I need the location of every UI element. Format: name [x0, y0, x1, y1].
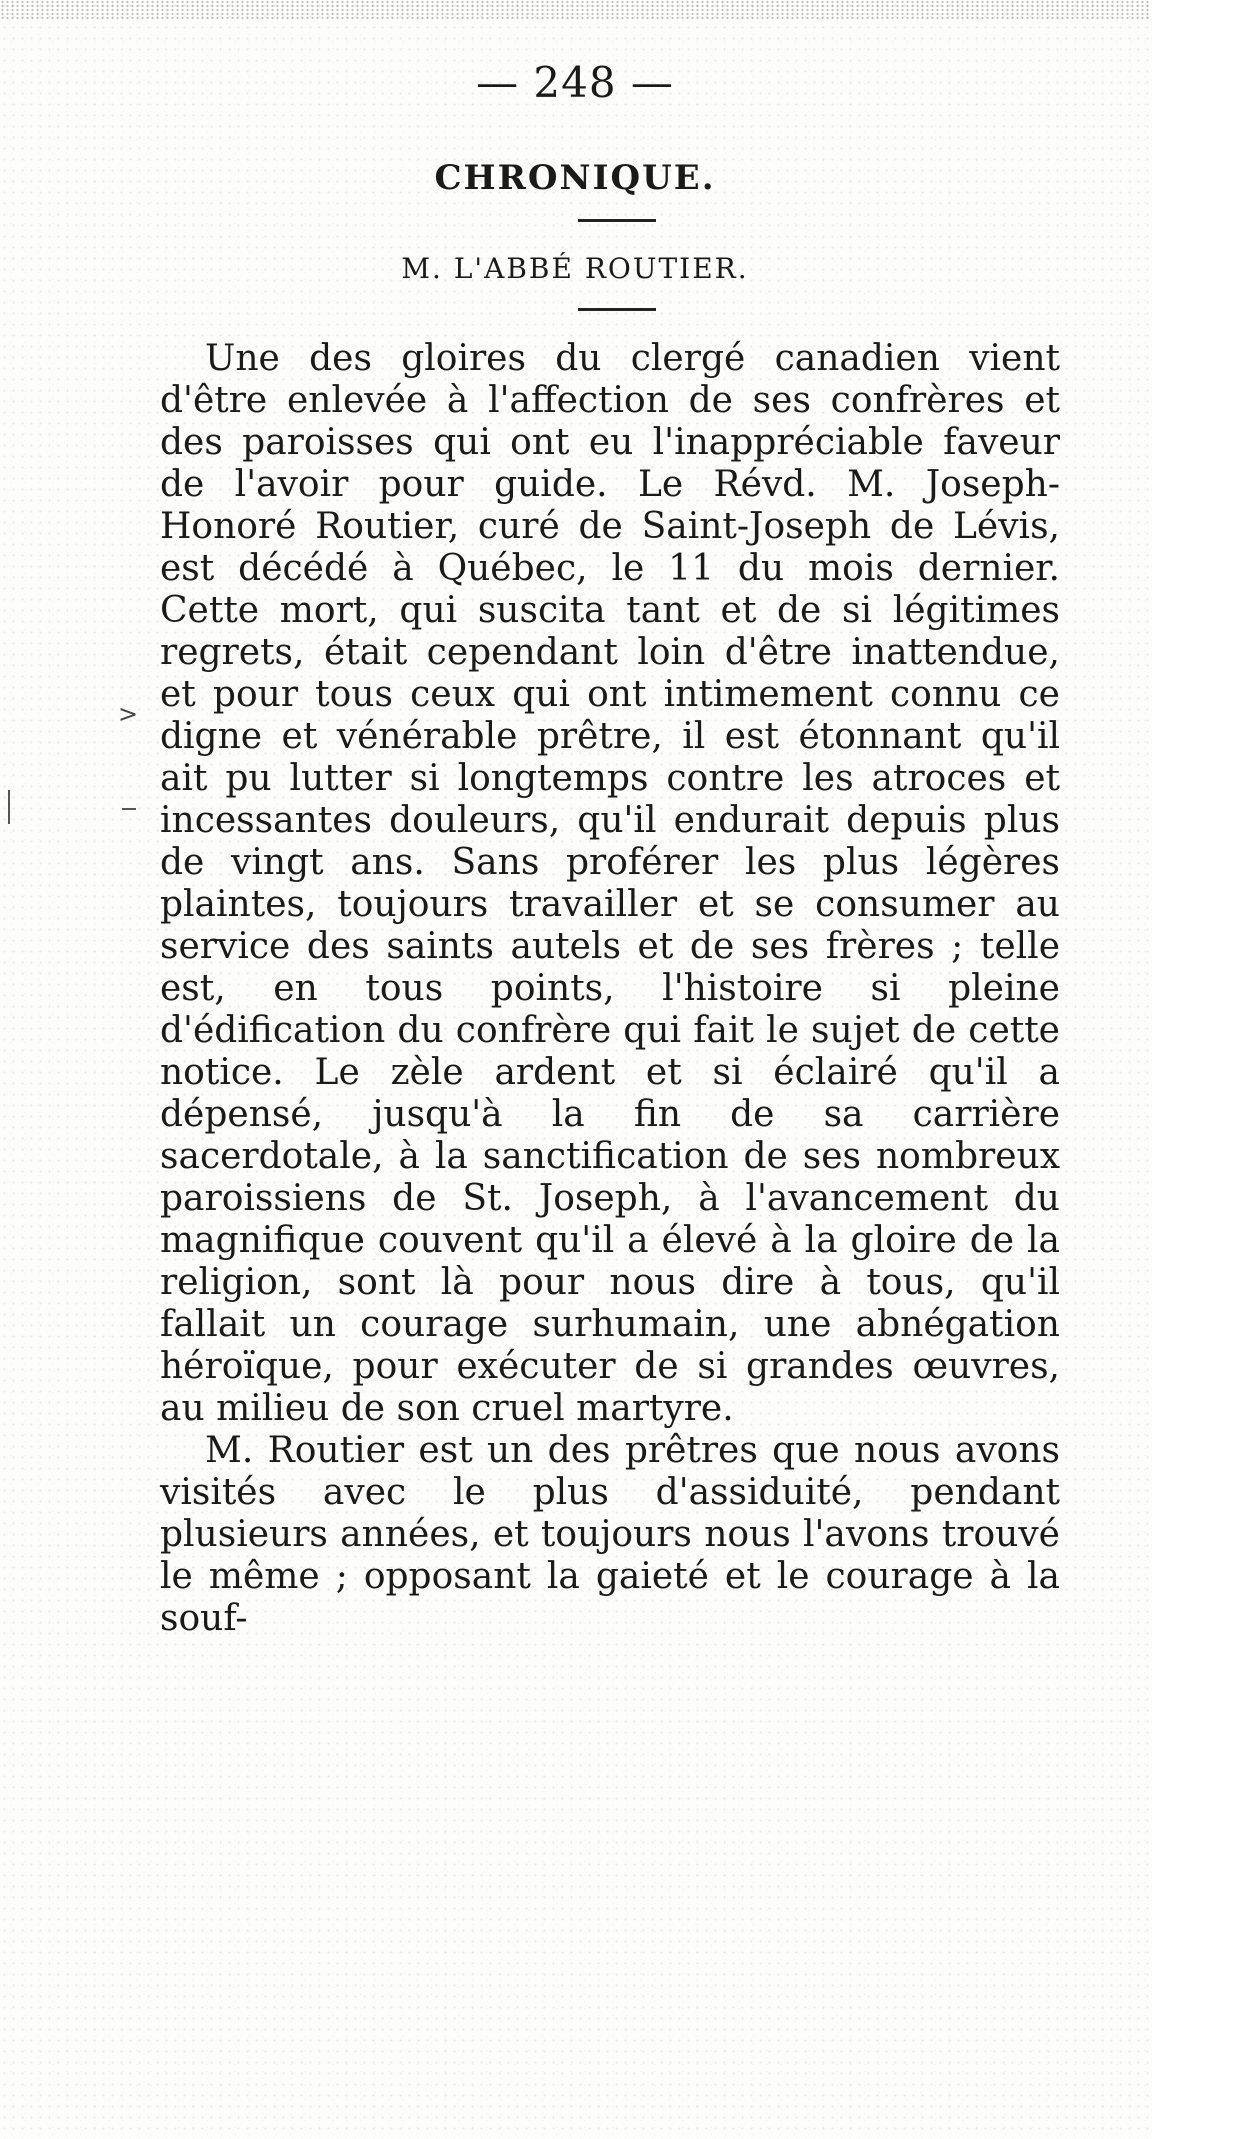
- paragraph-2: M. Routier est un des prêtres que nous avons visités avec le plus d'assiduité, pendant plusieurs années, et toujours nous l'avons trouvé le même ; opposant la gaieté et le courage à la souf-: [160, 1430, 1060, 1639]
- subtitle-rule: [578, 308, 656, 311]
- scan-edge-top: [0, 0, 1150, 20]
- margin-dash: [122, 808, 136, 810]
- page-number: — 248 —: [476, 58, 674, 107]
- margin-arrow: >: [118, 700, 139, 728]
- margin-bar: [8, 790, 10, 824]
- title-rule: [578, 219, 656, 222]
- page-margin-right: [1152, 0, 1252, 2139]
- article-body: [160, 338, 1060, 1640]
- paragraph-1: Une des gloires du clergé canadien vient d'être enlevée à l'affection de ses confrères et des paroisses qui ont eu l'inappréciable faveur de l'avoir pour guide. Le Révd. M. Joseph-Honoré Routier, curé de Saint-Joseph de Lévis, est décédé à Québec, le 11 du mois dernier. Cette mort, qui suscita tant et de si légitimes regrets, était cependant loin d'être inattendue, et pour tous ceux qui ont intimement connu ce digne et vénérable prêtre, il est étonnant qu'il ait pu lutter si longtemps contre les atroces et incessantes douleurs, qu'il endurait depuis plus de vingt ans. Sans proférer les plus légères plaintes, toujours travailler et se consumer au service des saints autels et de ses frères ; telle est, en tous points, l'histoire si pleine d'édification du confrère qui fait le sujet de cette notice. Le zèle ardent et si éclairé qu'il a dépensé, jusqu'à la fin de sa carrière sacerdotale, à la sanctification de ses nombreux paroissiens de St. Joseph, à l'avancement du magnifique couvent qu'il a élevé à la gloire de la religion, sont là pour nous dire à tous, qu'il fallait un courage surhumain, une abnégation héroïque, pour exécuter de si grandes œuvres, au milieu de son cruel martyre.: [160, 338, 1060, 1429]
- section-title: CHRONIQUE.: [434, 158, 716, 198]
- article-title: M. L'ABBÉ ROUTIER.: [401, 252, 749, 285]
